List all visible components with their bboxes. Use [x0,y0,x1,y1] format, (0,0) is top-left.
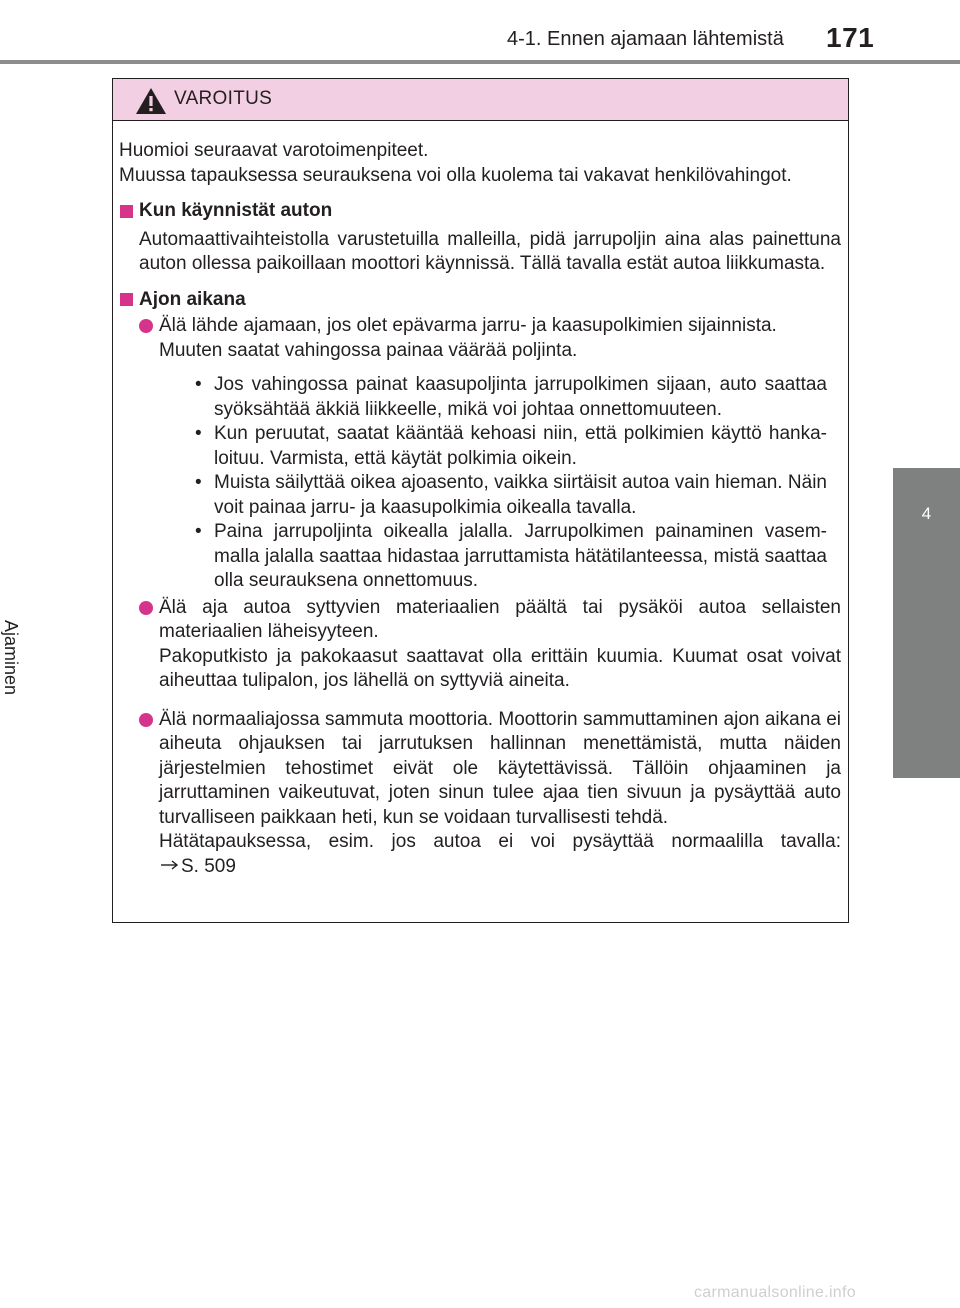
chapter-tab-label: Ajaminen [1,620,21,696]
sub-list-item [159,520,827,594]
section-starting [119,199,841,277]
sub-list-item-text: Jos vahingossa painat kaasupoljinta jarrupolkimen sijaan, auto saattaa syöksähtää äkkiä liikkeelle, mikä voi johtaa onnettomuuteen. [214,374,827,420]
reference-line [159,855,841,880]
watermark: carmanualsonline.info [694,1284,856,1301]
page-reference-link[interactable]: S. 509 [181,855,236,877]
header-rule [0,60,960,64]
sub-list-item [159,373,827,422]
list-item [119,314,841,594]
sub-bullet-icon: • [195,423,202,444]
chapter-tab [893,468,960,778]
sub-bullet-icon: • [195,472,202,493]
chapter-tab-number: 4 [921,504,932,523]
list-item-text: Pakoputkisto ja pakokaasut saattavat olla erittäin kuumia. Kuumat osat voivat aiheuttaa tulipalon, jos lähellä on syttyviä aineita. [159,645,841,691]
section-heading [119,199,841,224]
square-bullet-icon [120,205,133,218]
section-text: Automaattivaihteistolla varustetuilla malleilla, pidä jarrupoljin aina alas painettuna auton ollessa paikoillaan moottori käynnissä. Tällä tavalla estät autoa liikkumasta. [139,228,841,274]
square-bullet-icon [120,293,133,306]
warning-title: VAROITUS [174,88,273,109]
warning-header [113,79,848,121]
warning-body [119,139,841,879]
round-bullet-icon [139,601,153,615]
intro-line: Muussa tapauksessa seurauksena voi olla kuolema tai vakavat henkilövahingot. [119,164,792,186]
list-item-text: Älä aja autoa syttyvien materiaalien päältä tai pysäköi autoa sellaisten materiaalien läheisyyteen. [159,596,841,642]
list-item [119,708,841,880]
sub-list-item-text: Kun peruutat, saatat kääntää kehoasi niin, että polkimien käyttö hankaloituu. Varmista, että käytät polkimia oikein. [214,423,827,469]
sub-bullet-icon: • [195,521,202,542]
warning-intro [119,139,841,188]
list-item-text: Älä normaaliajossa sammuta moottoria. Moottorin sammuttaminen ajon aikana ei aiheuta ohjauksen tai jarrutuksen hallinnan menettämistä, mutta näiden järjestelmien tehostimet eivät ole käytettävissä. Tällöin ohjaaminen ja jarruttaminen vaikeutuvat, joten sinun tulee ajaa tien sivuun ja pysäyttää auto turvalliseen paikkaan heti, kun se voidaan turvallisesti tehdä. [159,708,841,828]
round-bullet-icon [139,713,153,727]
intro-line: Huomioi seuraavat varotoimenpiteet. [119,140,429,161]
section-heading-text: Ajon aikana [139,288,246,310]
list-item-text: Hätätapauksessa, esim. jos autoa ei voi pysäyttää normaalilla tavalla: [159,831,841,852]
header-section-title: 4-1. Ennen ajamaan lähtemistä [507,28,784,50]
list-item-text: Muuten saatat vahingossa painaa väärää poljinta. [159,339,578,361]
list-item [119,596,841,694]
arrow-right-icon [159,859,181,871]
sub-list-item-text: Paina jarrupoljinta oikealla jalalla. Jarrupolkimen painaminen vasemmalla jalalla saattaa hidastaa jarruttamista hätätilanteessa, mistä saattaa olla seurauksena onnettomuus. [214,521,827,591]
warning-triangle-icon [135,87,167,115]
section-driving [119,288,841,880]
list-item-text: Älä lähde ajamaan, jos olet epävarma jarru- ja kaasupolkimien sijainnista. [159,315,777,336]
sub-list-item [159,422,827,471]
section-heading [119,288,841,313]
sub-list-item-text: Muista säilyttää oikea ajoasento, vaikka siirtäisit autoa vain hieman. Näin voit painaa jarru- ja kaasupolkimia oikealla tavalla. [214,472,827,518]
page-number: 171 [826,22,875,53]
sub-list [159,373,841,594]
sub-bullet-icon: • [195,374,202,395]
section-heading-text: Kun käynnistät auton [139,200,333,221]
warning-box [112,78,849,923]
round-bullet-icon [139,319,153,333]
sub-list-item [159,471,827,520]
